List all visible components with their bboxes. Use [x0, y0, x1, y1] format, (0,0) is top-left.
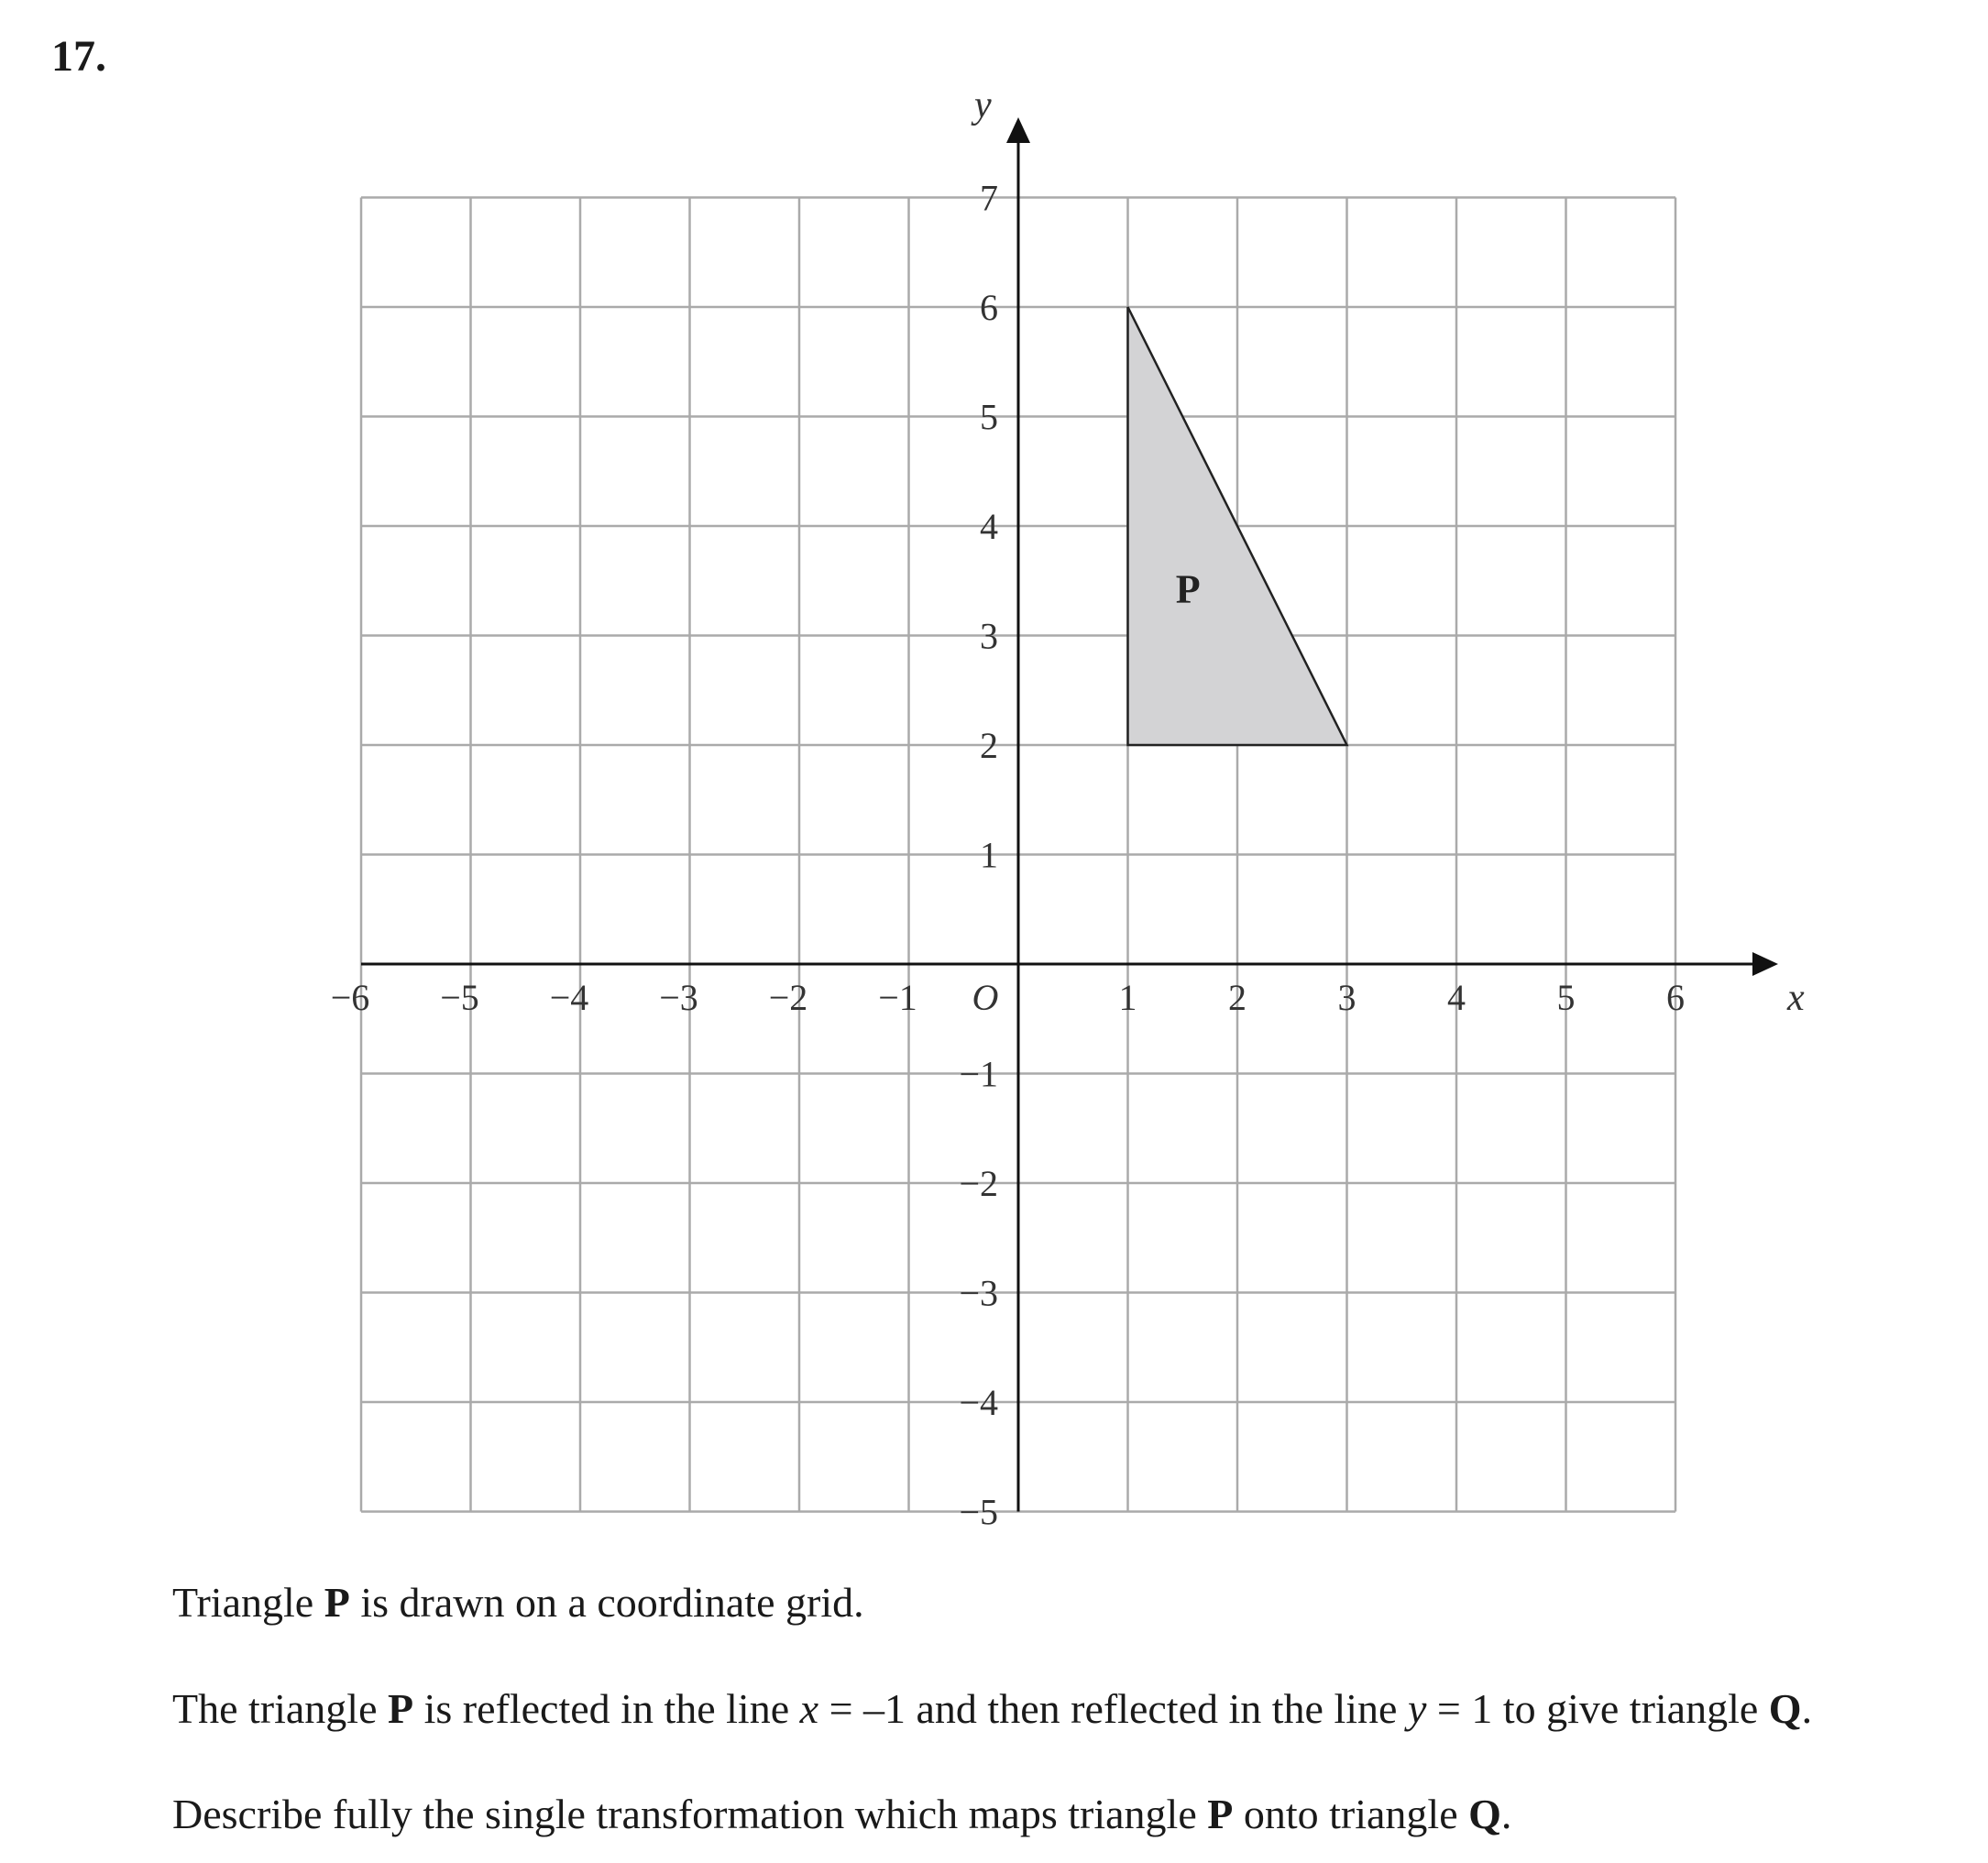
- x-tick-label: −2: [768, 977, 808, 1018]
- y-tick-label: −2: [959, 1163, 998, 1204]
- y-tick-label: 2: [980, 725, 998, 766]
- statement-2-text-e: = –1 and then reflected in the line: [818, 1685, 1408, 1732]
- statement-1: [172, 1580, 864, 1627]
- y-tick-label: 1: [980, 834, 998, 876]
- y-tick-label: −4: [959, 1382, 998, 1423]
- statement-2: [172, 1686, 1812, 1733]
- y-axis-arrow-icon: [1006, 117, 1030, 143]
- x-tick-label: 6: [1666, 977, 1685, 1018]
- statement-2-triangle-q: Q: [1768, 1685, 1802, 1732]
- y-tick-label: 4: [980, 506, 998, 547]
- x-axis-arrow-icon: [1752, 952, 1778, 976]
- prompt-text-a: Describe fully the single transformation which maps triangle: [172, 1791, 1208, 1837]
- statement-1-text-a: Triangle: [172, 1579, 324, 1626]
- statement-2-var-y: y: [1407, 1685, 1427, 1732]
- statement-2-period: .: [1801, 1685, 1813, 1732]
- x-tick-label: 5: [1556, 977, 1576, 1018]
- statement-1-text-c: is drawn on a coordinate grid.: [349, 1579, 864, 1626]
- statement-1-triangle-p: P: [324, 1579, 350, 1626]
- y-tick-label: 7: [980, 177, 998, 219]
- triangle-p-label: P: [1175, 566, 1201, 612]
- y-axis-label: y: [974, 84, 992, 126]
- question-number: 17.: [51, 32, 106, 81]
- y-tick-label: 5: [980, 396, 998, 438]
- prompt-triangle-p: P: [1207, 1791, 1234, 1837]
- statement-2-text-c: is reflected in the line: [413, 1685, 800, 1732]
- y-tick-label: −3: [959, 1272, 998, 1314]
- x-axis-label: x: [1787, 977, 1805, 1019]
- prompt-triangle-q: Q: [1468, 1791, 1501, 1837]
- question-prompt: [172, 1792, 1511, 1838]
- y-tick-label: 3: [980, 615, 998, 657]
- prompt-text-c: onto triangle: [1233, 1791, 1469, 1837]
- x-tick-label: −5: [440, 977, 479, 1018]
- statement-2-triangle-p: P: [388, 1685, 414, 1732]
- x-tick-label: 4: [1447, 977, 1466, 1018]
- x-tick-label: −3: [659, 977, 698, 1018]
- y-tick-label: 6: [980, 287, 998, 328]
- origin-label: O: [972, 977, 999, 1018]
- statement-2-var-x: x: [799, 1685, 819, 1732]
- x-tick-label: −6: [330, 977, 370, 1018]
- y-tick-label: −5: [959, 1491, 998, 1533]
- x-tick-label: 1: [1118, 977, 1137, 1018]
- y-tick-label: −1: [959, 1053, 998, 1095]
- x-tick-label: −4: [549, 977, 589, 1018]
- prompt-period: .: [1500, 1791, 1512, 1837]
- x-tick-label: 2: [1228, 977, 1247, 1018]
- x-tick-label: −1: [878, 977, 917, 1018]
- statement-2-text-g: = 1 to give triangle: [1426, 1685, 1769, 1732]
- statement-2-text-a: The triangle: [172, 1685, 389, 1732]
- x-tick-label: 3: [1337, 977, 1356, 1018]
